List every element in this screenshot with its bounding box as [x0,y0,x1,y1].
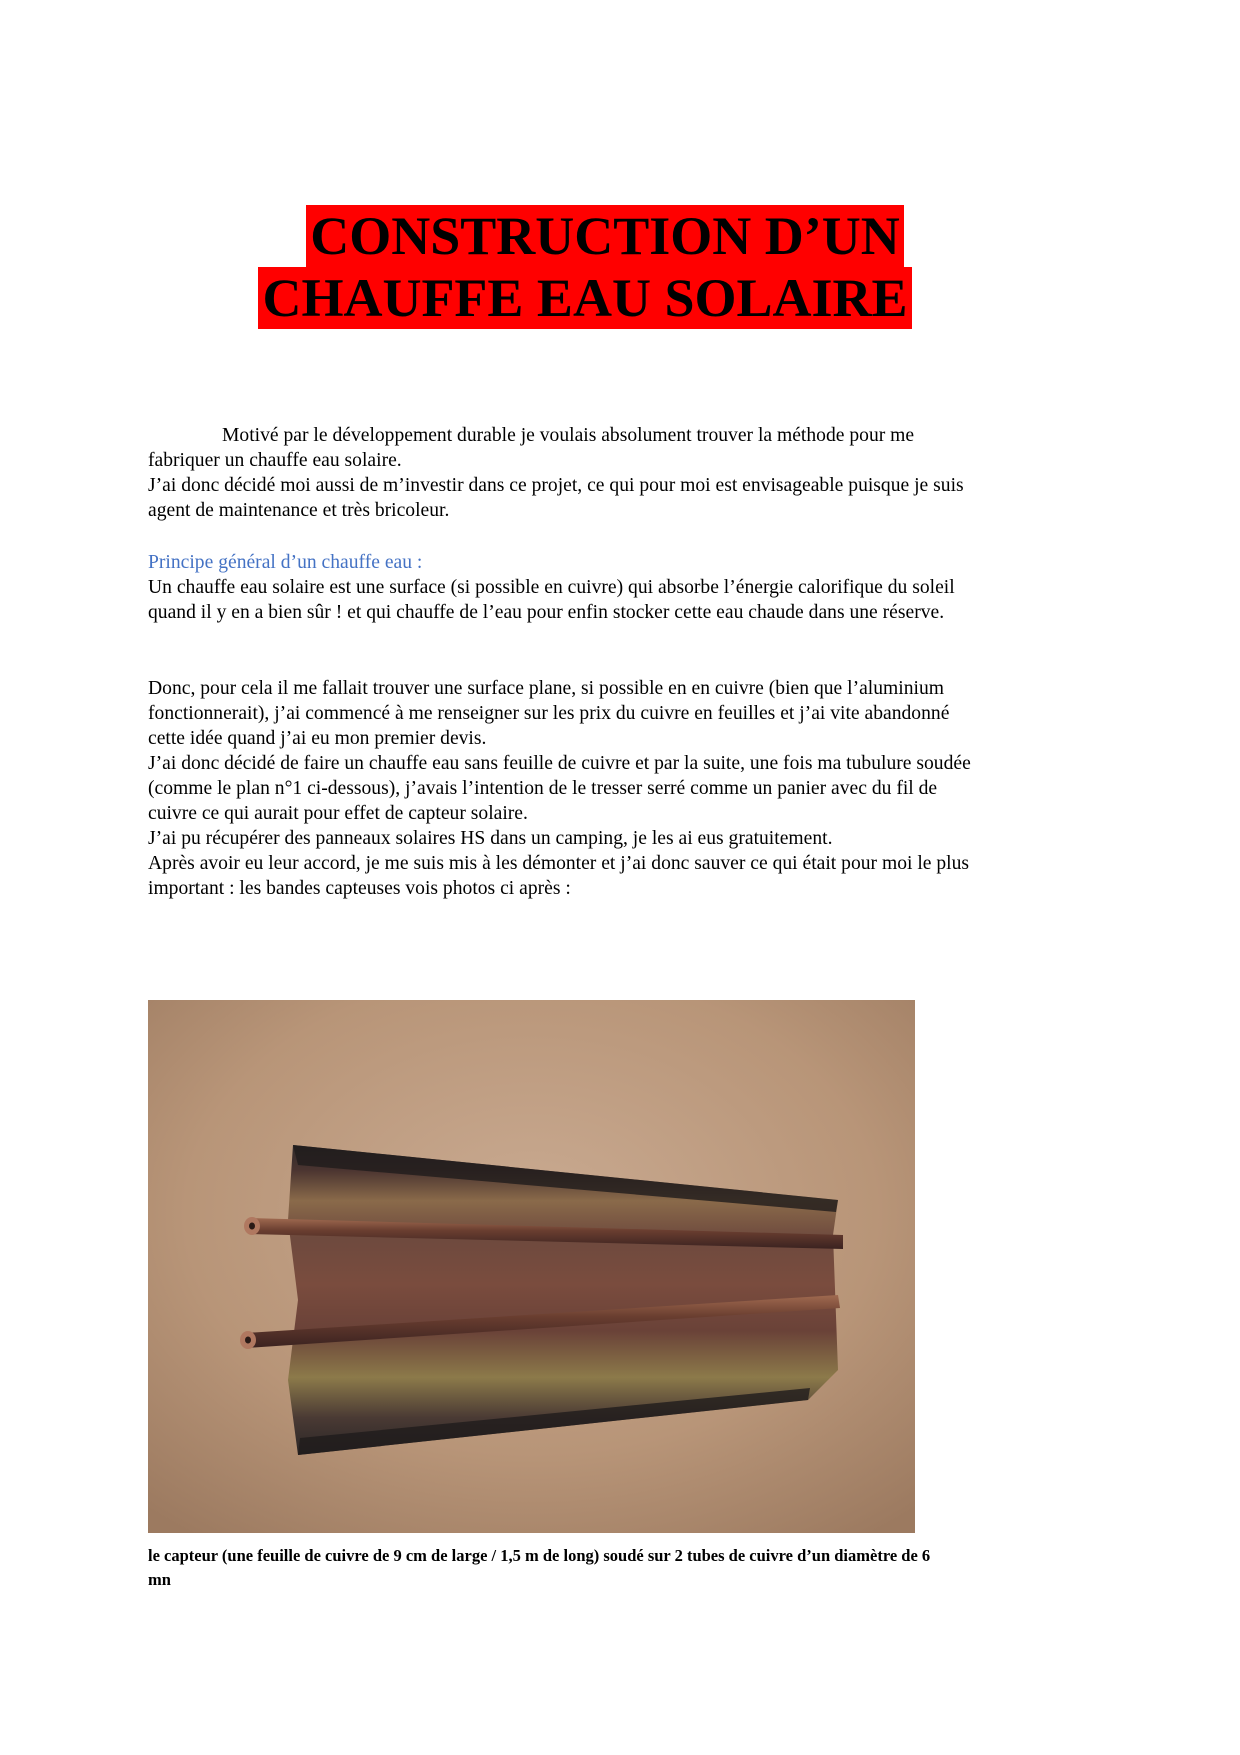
intro-section [148,423,978,523]
tube-bore-bottom [245,1337,251,1344]
photo-caption: le capteur (une feuille de cuivre de 9 cm de large / 1,5 m de long) soudé sur 2 tubes de cuivre d’un diamètre de 6 mn [148,1546,931,1589]
intro-paragraph: Motivé par le développement durable je voulais absolument trouver la méthode pour me fabriquer un chauffe eau solaire. [148,425,915,471]
body-paragraph: J’ai pu récupérer des panneaux solaires HS dans un camping, je les ai eus gratuitement. [148,828,833,849]
tube-bore-top [249,1223,255,1230]
title-line-2: CHAUFFE EAU SOLAIRE [258,267,911,329]
principle-paragraph: Un chauffe eau solaire est une surface (si possible en cuivre) qui absorbe l’énergie calorifique du soleil quand il y en a bien sûr ! et qui chauffe de l’eau pour enfin stocker cette eau chaude dans une réserve. [148,577,955,623]
principle-heading: Principe général d’un chauffe eau : [148,552,423,573]
body-paragraph: Après avoir eu leur accord, je me suis mis à les démonter et j’ai donc sauver ce qui était pour moi le plus important : les bandes capteuses vois photos ci après : [148,853,970,899]
principle-section [148,550,978,625]
body-paragraph: J’ai donc décidé de faire un chauffe eau sans feuille de cuivre et par la suite, une fois ma tubulure soudée (comme le plan n°1 ci-dessous), j’avais l’intention de le tresser serré comme un panier avec du fil de cuivre ce qui aurait pour effet de capteur solaire. [148,753,971,824]
collector-photo [148,1000,915,1533]
document-title [0,205,1240,329]
collector-photo-drawing [148,1000,915,1533]
body-section [148,676,978,901]
title-line-1: CONSTRUCTION D’UN [306,205,904,267]
body-paragraph: Donc, pour cela il me fallait trouver une surface plane, si possible en en cuivre (bien que l’aluminium fonctionnerait), j’ai commencé à me renseigner sur les prix du cuivre en feuilles et j’ai vite abandonné cette idée quand j’ai eu mon premier devis. [148,678,950,749]
intro-paragraph: J’ai donc décidé moi aussi de m’investir dans ce projet, ce qui pour moi est envisageable puisque je suis agent de maintenance et très bricoleur. [148,475,964,521]
